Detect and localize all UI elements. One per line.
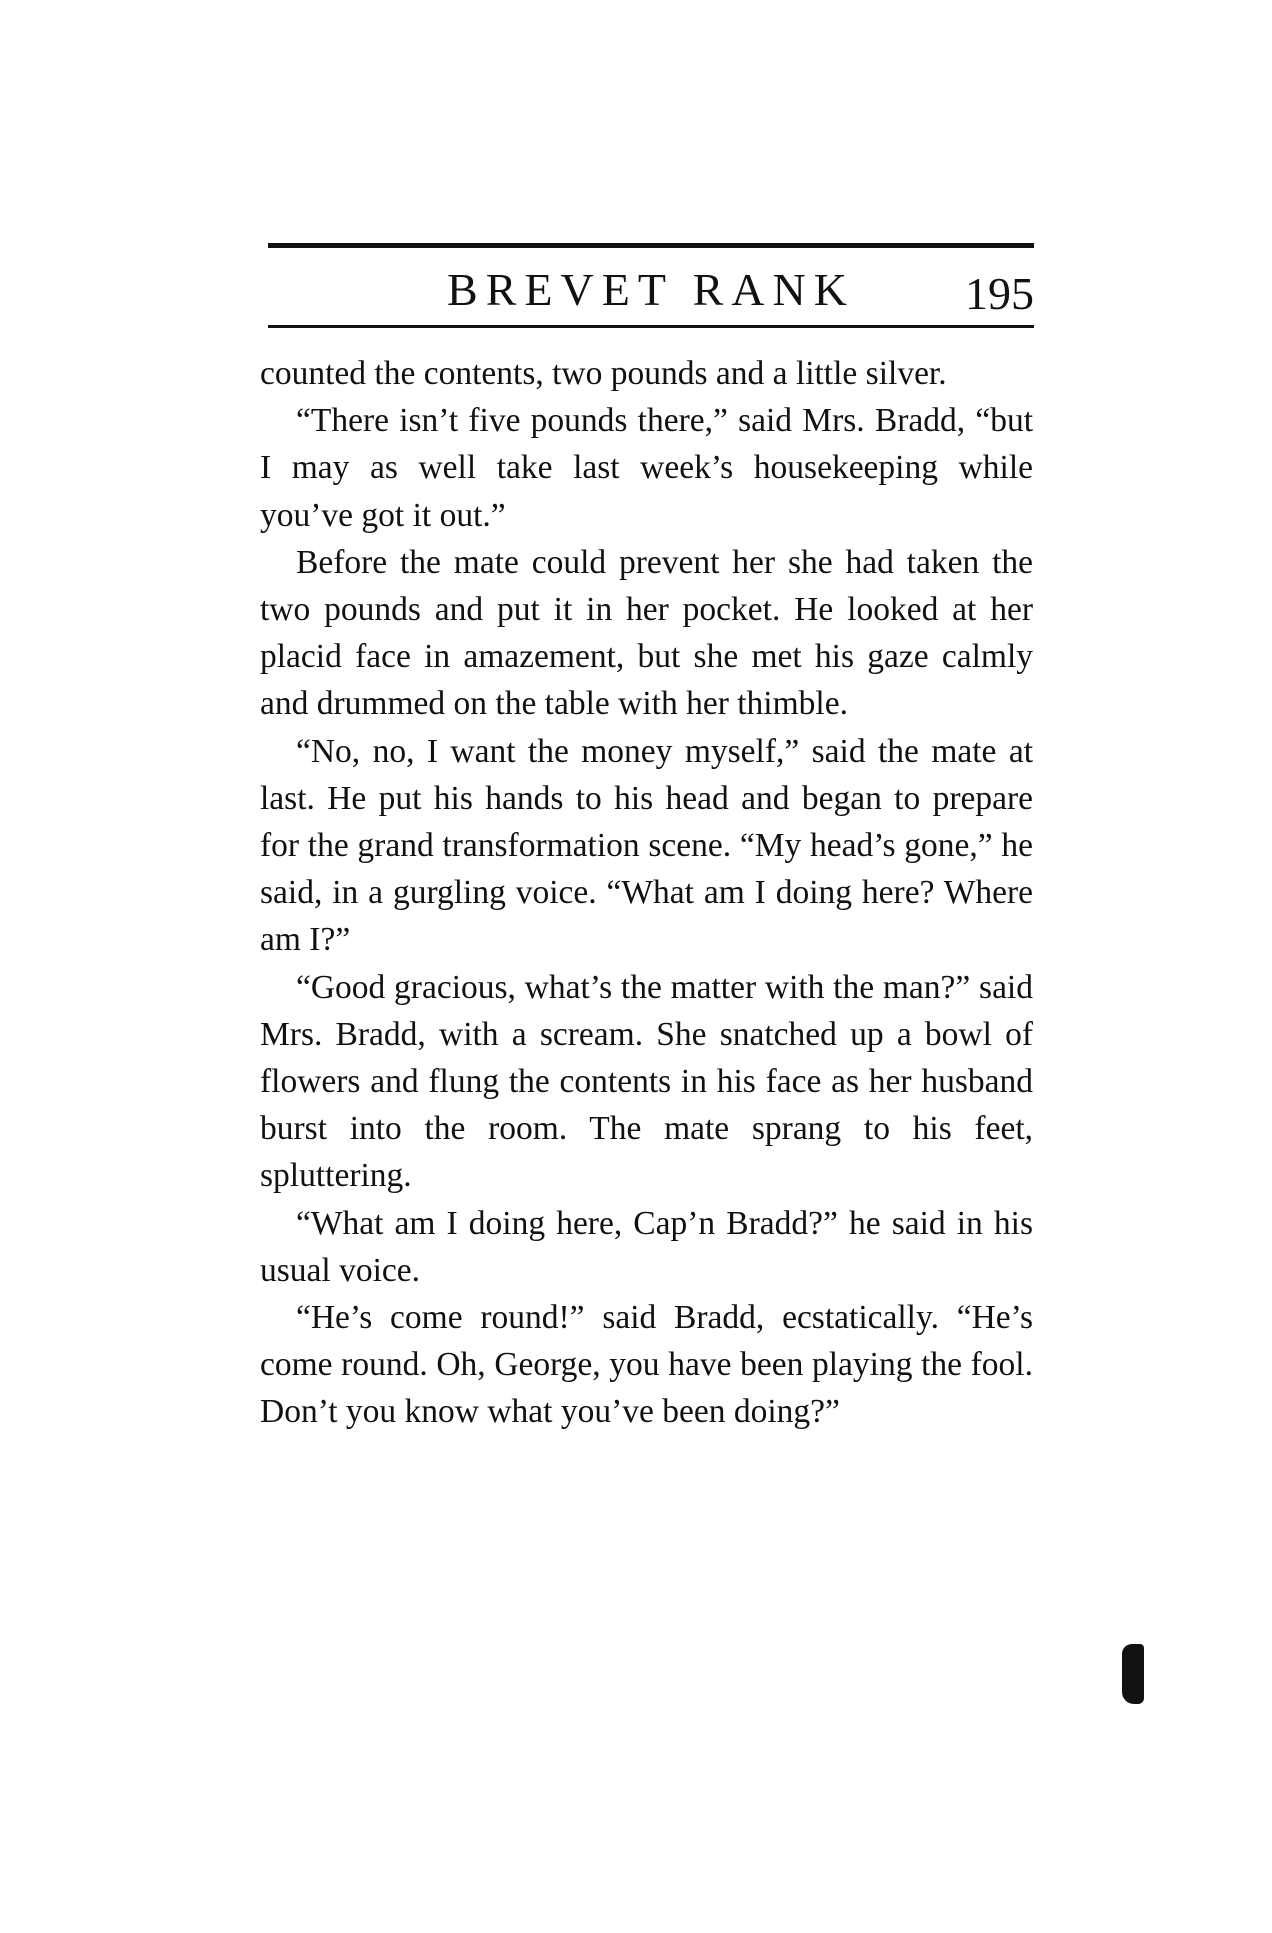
page-number: 195 bbox=[965, 268, 1034, 319]
header-top-rule bbox=[268, 243, 1034, 248]
paragraph-7: “He’s come round!” said Bradd, ecstatically. “He’s come round. Oh, George, you have been playing the fool. Don’t you know what you’ve been doing?” bbox=[260, 1299, 1033, 1431]
scan-margin-mark bbox=[1122, 1644, 1144, 1704]
paragraph-5: “Good gracious, what’s the matter with the man?” said Mrs. Bradd, with a scream. She snatched up a bowl of flowers and flung the contents in his face as her husband burst into the room. The mate sprang to his feet, spluttering. bbox=[260, 968, 1033, 1195]
paragraph-2: “There isn’t five pounds there,” said Mrs. Bradd, “but I may as well take last week’s housekeeping while you’ve got it out.” bbox=[260, 402, 1033, 534]
paragraph-3: Before the mate could prevent her she had taken the two pounds and put it in her pocket. He looked at her placid face in amazement, but she met his gaze calmly and drummed on the table with her thimble. bbox=[260, 543, 1033, 723]
running-head bbox=[268, 262, 1034, 318]
paragraph-6: “What am I doing here, Cap’n Bradd?” he said in his usual voice. bbox=[260, 1204, 1033, 1289]
body-text bbox=[260, 350, 1033, 1436]
running-title: BREVET RANK bbox=[447, 264, 855, 315]
header-bottom-rule bbox=[268, 325, 1034, 328]
paragraph-1: counted the contents, two pounds and a little silver. bbox=[260, 355, 947, 392]
paragraph-4: “No, no, I want the money myself,” said the mate at last. He put his hands to his head and began to prepare for the grand transformation scene. “My head’s gone,” he said, in a gurgling voice. “What am I doing here? Where am I?” bbox=[260, 732, 1033, 959]
